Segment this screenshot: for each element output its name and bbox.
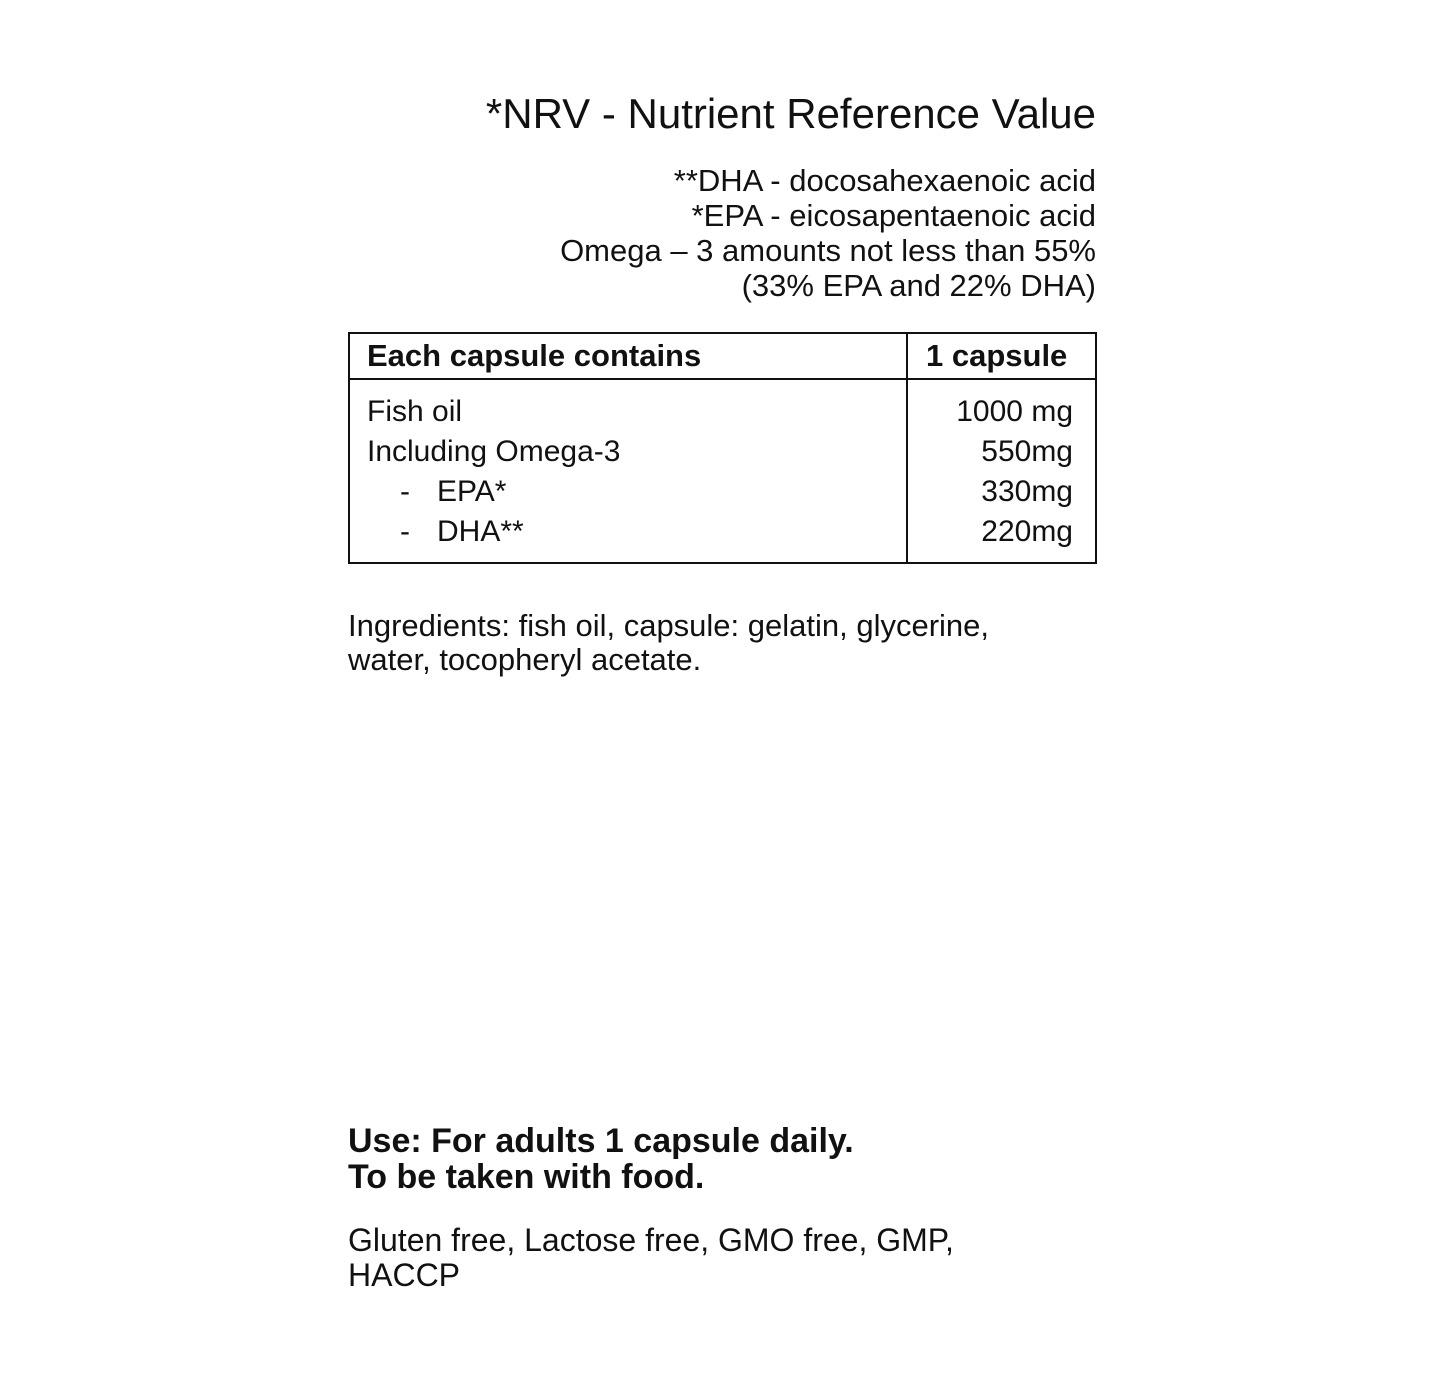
table-row — [349, 379, 1096, 432]
row-label-epa-text: EPA* — [437, 475, 507, 508]
list-dash: - — [400, 515, 410, 548]
usage-line: To be taken with food. — [348, 1158, 705, 1196]
row-value-dha: 220mg — [907, 512, 1096, 563]
ingredients-line: water, tocopheryl acetate. — [348, 642, 702, 677]
note-dha-definition: **DHA - docosahexaenoic acid — [673, 163, 1096, 198]
table-row — [349, 512, 1096, 563]
usage-line: Use: For adults 1 capsule daily. — [348, 1122, 854, 1160]
note-epa-dha-percent: (33% EPA and 22% DHA) — [741, 268, 1096, 303]
page-title: *NRV - Nutrient Reference Value — [485, 90, 1096, 137]
list-dash: - — [400, 475, 410, 508]
ingredients-text — [348, 609, 1118, 677]
usage-instructions — [348, 1123, 1118, 1195]
row-value-including-omega3: 550mg — [907, 432, 1096, 472]
row-value-epa: 330mg — [907, 472, 1096, 512]
header-each-capsule-contains: Each capsule contains — [349, 333, 907, 379]
ingredients-line: Ingredients: fish oil, capsule: gelatin, glycerine, — [348, 608, 990, 643]
row-label-including-omega3: Including Omega-3 — [367, 435, 621, 468]
note-epa-definition: *EPA - eicosapentaenoic acid — [691, 198, 1096, 233]
note-omega3-amount: Omega – 3 amounts not less than 55% — [560, 233, 1096, 268]
supplement-facts-table — [348, 332, 1097, 564]
row-label-fish-oil: Fish oil — [367, 395, 463, 428]
table-header-row — [349, 333, 1096, 379]
abbreviation-notes — [248, 163, 1096, 303]
table-row — [349, 432, 1096, 472]
header-1-capsule: 1 capsule — [907, 333, 1096, 379]
row-label-epa — [349, 472, 907, 512]
row-label-dha-text: DHA** — [437, 515, 524, 548]
certifications-line: Gluten free, Lactose free, GMO free, GMP, — [348, 1222, 954, 1258]
certifications-line: HACCP — [348, 1257, 461, 1293]
table-row — [349, 472, 1096, 512]
certifications-text — [348, 1223, 1118, 1293]
row-label-dha — [349, 512, 907, 563]
row-value-fish-oil: 1000 mg — [907, 379, 1096, 432]
